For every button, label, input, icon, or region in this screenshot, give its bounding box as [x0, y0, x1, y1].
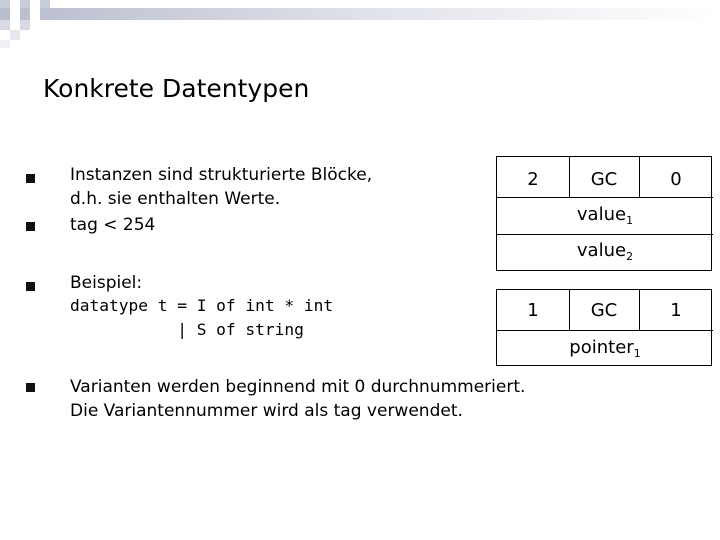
bullet-text-line: tag < 254 [70, 215, 156, 235]
gc-cell: GC [590, 169, 618, 190]
bullet-marker [26, 174, 35, 183]
tag-cell: 1 [670, 300, 682, 321]
code-line: datatype t = I of int * int [70, 296, 334, 315]
bullet-text-line: Die Variantennummer wird als tag verwendet. [70, 401, 463, 421]
block-size-cell: 1 [527, 300, 539, 321]
pointer-field: pointer$_1$ [569, 337, 641, 360]
tag-cell: 0 [670, 169, 682, 190]
row-divider [497, 330, 713, 331]
example-label: Beispiel: [70, 273, 143, 293]
memory-block-variant-1 [496, 289, 712, 366]
row-divider [497, 197, 713, 198]
bullet-marker [26, 383, 35, 392]
value-field: value$_1$ [576, 204, 634, 227]
bullet-marker [26, 282, 35, 291]
block-size-cell: 2 [527, 169, 539, 190]
bullet-text-line: Instanzen sind strukturierte Blöcke, [70, 165, 373, 185]
bullet-text-line: d.h. sie enthalten Werte. [70, 189, 281, 209]
memory-block-variant-0 [496, 156, 712, 271]
slide-title: Konkrete Datentypen [43, 74, 310, 103]
value-field: value$_2$ [576, 240, 634, 263]
bullet-marker [26, 222, 35, 231]
code-line: | S of string [70, 320, 304, 339]
decorative-header-pattern [0, 0, 720, 48]
row-divider [497, 234, 713, 235]
gc-cell: GC [590, 300, 618, 321]
bullet-text-line: Varianten werden beginnend mit 0 durchnummeriert. [70, 377, 526, 397]
